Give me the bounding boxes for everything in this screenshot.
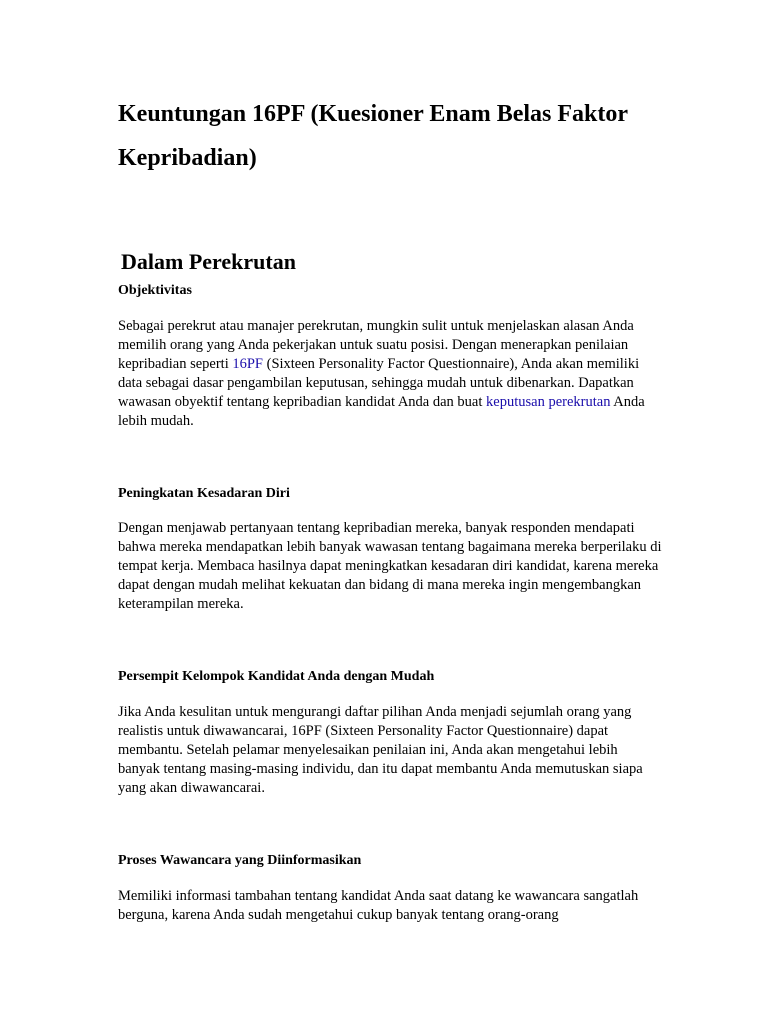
paragraph-text: Anda lebih mudah. (118, 394, 645, 429)
paragraph-objektivitas (118, 317, 663, 431)
document-title: Keuntungan 16PF (Kuesioner Enam Belas Faktor Kepribadian) (118, 101, 628, 171)
heading-kesadaran-diri: Peningkatan Kesadaran Diri (118, 486, 290, 501)
link-keputusan-perekrutan[interactable]: keputusan perekrutan (486, 394, 611, 410)
heading-proses-wawancara: Proses Wawancara yang Diinformasikan (118, 853, 362, 868)
heading-objektivitas: Objektivitas (118, 283, 192, 298)
paragraph-persempit-kandidat: Jika Anda kesulitan untuk mengurangi daftar pilihan Anda menjadi sejumlah orang yang realistis untuk diwawancarai, 16PF (Sixteen Personality Factor Questionnaire) dapat membantu. Setelah pelamar menyelesaikan penilaian ini, Anda akan mengetahui lebih banyak tentang masing-masing individu, dan itu dapat membantu Anda memutuskan siapa yang akan diwawancarai. (118, 704, 643, 796)
section-title: Dalam Perekrutan (121, 249, 296, 274)
link-16pf[interactable]: 16PF (232, 356, 263, 372)
paragraph-text: (Sixteen Personality Factor Questionnaire), Anda akan memiliki data sebagai dasar pengambilan keputusan, sehingga mudah untuk dibenarkan. Dapatkan wawasan obyektif tentang kepribadian kandidat Anda dan buat (118, 356, 640, 410)
paragraph-kesadaran-diri: Dengan menjawab pertanyaan tentang kepribadian mereka, banyak responden mendapati bahwa mereka mendapatkan lebih banyak wawasan tentang bagaimana mereka berperilaku di tempat kerja. Membaca hasilnya dapat meningkatkan kesadaran diri kandidat, karena mereka dapat dengan mudah melihat kekuatan dan bidang di mana mereka ingin mengembangkan keterampilan mereka. (118, 520, 662, 612)
paragraph-proses-wawancara: Memiliki informasi tambahan tentang kandidat Anda saat datang ke wawancara sangatlah berguna, karena Anda sudah mengetahui cukup banyak tentang orang-orang (118, 888, 639, 923)
paragraph-text: Sebagai perekrut atau manajer perekrutan, mungkin sulit untuk menjelaskan alasan Anda memilih orang yang Anda pekerjakan untuk suatu posisi. Dengan menerapkan penilaian kepribadian seperti (118, 318, 634, 372)
heading-persempit-kandidat: Persempit Kelompok Kandidat Anda dengan Mudah (118, 669, 435, 684)
